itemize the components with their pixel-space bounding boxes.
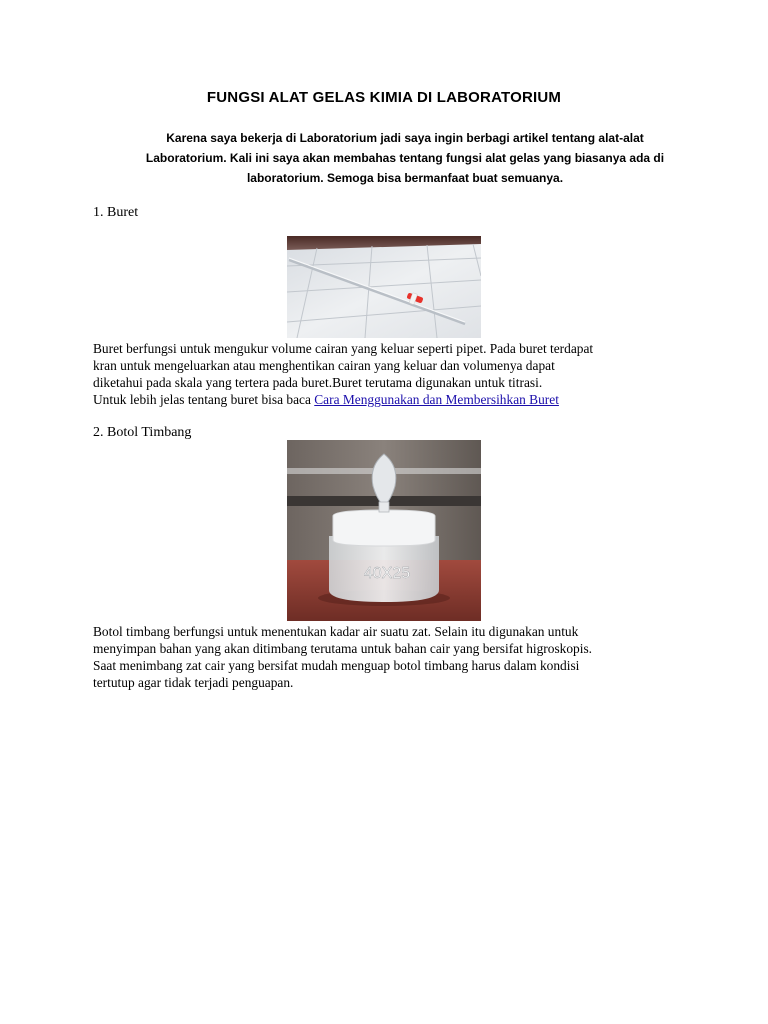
paragraph-line: Buret berfungsi untuk mengukur volume cairan yang keluar seperti pipet. Pada buret terdapat — [93, 341, 594, 356]
paragraph-line: tertutup agar tidak terjadi penguapan. — [93, 675, 294, 690]
weighing-bottle-graphic — [287, 440, 481, 621]
buret-guide-link[interactable]: Cara Menggunakan dan Membersihkan Buret — [314, 392, 559, 407]
paragraph-line: Saat menimbang zat cair yang bersifat mudah menguap botol timbang harus dalam kondisi — [93, 658, 580, 673]
paragraph-line: Botol timbang berfungsi untuk menentukan kadar air suatu zat. Selain itu digunakan untuk — [93, 624, 579, 639]
intro-line: Laboratorium. Kali ini saya akan membahas tentang fungsi alat gelas yang biasanya ada di — [145, 151, 665, 165]
buret-photo — [287, 236, 481, 338]
paragraph-line: diketahui pada skala yang tertera pada buret.Buret terutama digunakan untuk titrasi. — [93, 375, 543, 390]
section-heading-botol-timbang: 2. Botol Timbang — [93, 425, 192, 440]
weighing-bottle-photo — [287, 440, 481, 621]
paragraph-line: kran untuk mengeluarkan atau menghentikan cairan yang keluar dan volumenya dapat — [93, 358, 555, 373]
buret-photo-graphic — [287, 236, 481, 338]
buret-description — [93, 340, 683, 408]
bottle-size-label: 40X25 — [363, 565, 411, 582]
intro-line: laboratorium. Semoga bisa bermanfaat buat semuanya. — [246, 171, 564, 185]
paragraph-line: menyimpan bahan yang akan ditimbang terutama untuk bahan cair yang bersifat higroskopis. — [93, 641, 593, 656]
intro-line: Karena saya bekerja di Laboratorium jadi saya ingin berbagi artikel tentang alat-alat — [166, 131, 644, 145]
paragraph-line — [93, 391, 683, 408]
section-heading-buret: 1. Buret — [93, 205, 139, 220]
document-title: FUNGSI ALAT GELAS KIMIA DI LABORATORIUM — [206, 89, 562, 106]
botol-timbang-description — [93, 623, 683, 691]
link-prefix: Untuk lebih jelas tentang buret bisa baca — [93, 392, 315, 407]
intro-paragraph — [140, 128, 670, 188]
